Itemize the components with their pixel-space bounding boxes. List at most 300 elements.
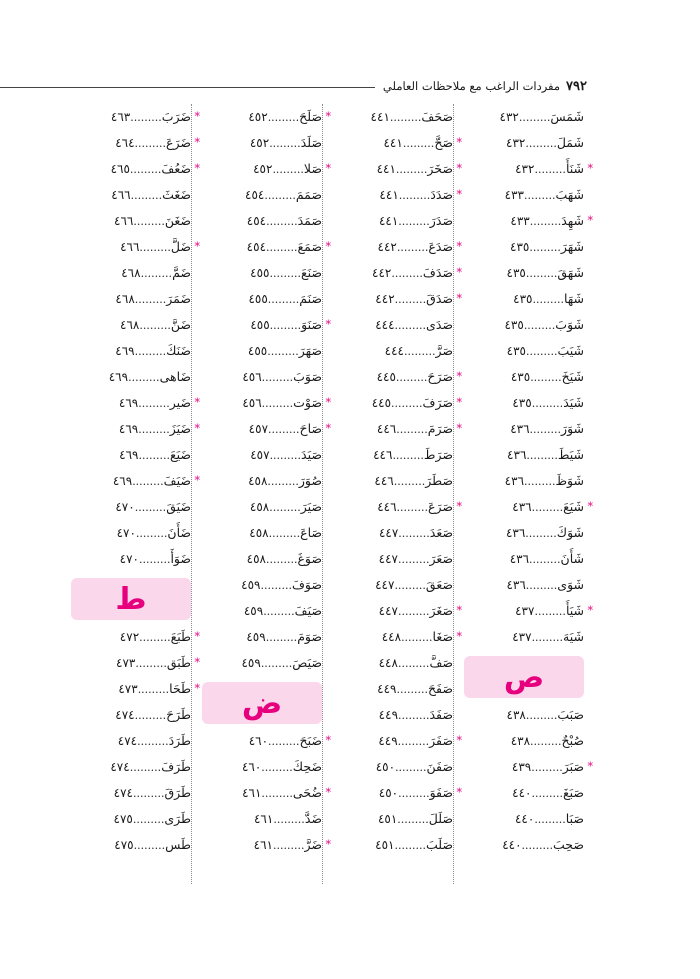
asterisk-icon: * <box>456 370 462 383</box>
dot-leader: ......... <box>265 553 298 566</box>
entry-word: ضَرَّ <box>304 837 322 852</box>
entry-page-number: ٤٣٧ <box>515 604 535 618</box>
entry-page-number: ٤٤٦ <box>373 448 393 462</box>
entry-word: ضَغَنَ <box>164 213 191 228</box>
dot-leader: ......... <box>261 371 294 384</box>
entry-page-number: ٤٤١ <box>379 188 399 202</box>
index-entry <box>66 104 200 130</box>
entry-page-number: ٤٤٠ <box>502 838 522 852</box>
index-entry <box>459 312 584 338</box>
asterisk-icon: * <box>194 630 200 643</box>
index-entry <box>194 416 331 442</box>
index-entry <box>66 208 191 234</box>
entry-word: صَعَدَ <box>429 525 453 540</box>
entry-page-number: ٤٧٢ <box>119 630 140 644</box>
index-entry <box>456 156 593 182</box>
index-entry <box>66 832 191 858</box>
index-entry <box>66 338 191 364</box>
entry-word: صَوَغَ <box>297 551 322 566</box>
dot-leader: ......... <box>266 241 298 254</box>
dot-leader: ......... <box>138 449 170 462</box>
entry-page-number: ٤٦٩ <box>118 422 139 436</box>
entry-word: صَطَرَ <box>425 473 453 488</box>
dot-leader: ......... <box>398 787 430 800</box>
dot-leader: ......... <box>531 397 564 410</box>
entry-page-number: ٤٥٧ <box>250 448 270 462</box>
dot-leader: ......... <box>269 449 302 462</box>
entry-page-number: ٤٤١ <box>370 110 390 124</box>
index-entry <box>66 676 200 702</box>
entry-word: شَيَعَ <box>563 499 584 514</box>
dot-leader: ......... <box>264 189 296 202</box>
entry-page-number: ٤٧٥ <box>114 838 134 852</box>
entry-page-number: ٤٦١ <box>242 786 262 800</box>
entry-word: صَحِبَ <box>553 837 584 852</box>
entry-page-number: ٤٣٥ <box>506 344 526 358</box>
entry-page-number: ٤٤٥ <box>371 396 392 410</box>
entry-word: طَبَعَ <box>170 629 191 644</box>
entry-word: صَعَقَ <box>425 577 453 592</box>
entry-word: صَخَرَ <box>427 161 453 176</box>
entry-page-number: ٤٦٦ <box>111 188 131 202</box>
entry-word: صَلَبَ <box>425 837 453 852</box>
dot-leader: ......... <box>132 787 165 800</box>
index-entry <box>66 546 191 572</box>
entry-page-number: ٤٦٤ <box>115 136 135 150</box>
dot-leader: ......... <box>530 735 562 748</box>
entry-word: شَهَا <box>563 291 584 306</box>
entry-page-number: ٤٣٥ <box>504 318 524 332</box>
dot-leader: ......... <box>273 839 305 852</box>
entry-page-number: ٤٣٦ <box>512 500 532 514</box>
entry-word: ضَيَعَ <box>169 447 191 462</box>
entry-page-number: ٤٥٠ <box>378 786 399 800</box>
entry-word: طَس <box>165 837 191 852</box>
index-entry <box>328 260 462 286</box>
asterisk-icon: * <box>456 500 462 513</box>
dot-leader: ......... <box>269 267 301 280</box>
entry-word: صَوَفَ <box>291 577 322 592</box>
asterisk-icon: * <box>456 396 462 409</box>
index-entry <box>459 442 584 468</box>
dot-leader: ......... <box>395 761 427 774</box>
entry-word: صَبَبَ <box>557 707 584 722</box>
entry-page-number: ٤٥٩ <box>241 578 261 592</box>
index-entry <box>456 182 584 208</box>
entry-word: شَيَهَ <box>563 629 584 644</box>
entry-page-number: ٤٣٦ <box>509 552 530 566</box>
entry-page-number: ٤٤٠ <box>514 812 535 826</box>
entry-page-number: ٤٣٦ <box>510 422 530 436</box>
asterisk-icon: * <box>587 500 593 513</box>
entry-word: صَدَرَ <box>429 213 453 228</box>
dot-leader: ......... <box>534 605 566 618</box>
entry-word: طَرَفَ <box>161 759 191 774</box>
dot-leader: ......... <box>396 241 429 254</box>
entry-page-number: ٤٣٦ <box>504 474 525 488</box>
entry-page-number: ٤٣٦ <box>506 578 526 592</box>
index-entry <box>459 546 584 572</box>
dot-leader: ......... <box>389 111 422 124</box>
index-entry <box>328 286 462 312</box>
entry-page-number: ٤٤٧ <box>378 604 398 618</box>
dot-leader: ......... <box>394 839 426 852</box>
entry-page-number: ٤٦٨ <box>120 318 140 332</box>
index-entry <box>459 520 584 546</box>
dot-leader: ......... <box>267 475 299 488</box>
entry-page-number: ٤٤١ <box>378 214 399 228</box>
asterisk-icon: * <box>456 240 462 253</box>
index-entry <box>66 624 200 650</box>
dot-leader: ......... <box>269 137 301 150</box>
dot-leader: ......... <box>525 709 558 722</box>
entry-word: ضَنَكَ <box>166 343 191 358</box>
index-entry <box>325 312 453 338</box>
index-entry <box>66 702 191 728</box>
dot-leader: ......... <box>531 787 563 800</box>
index-entry <box>456 286 584 312</box>
entry-page-number: ٤٤٩ <box>378 734 398 748</box>
entry-page-number: ٤٦٩ <box>115 344 135 358</box>
dot-leader: ......... <box>525 345 558 358</box>
entry-page-number: ٤٤٤ <box>384 344 404 358</box>
index-entry <box>328 754 453 780</box>
entry-word: صَوَبَ <box>293 369 322 384</box>
entry-word: ضَعُفَ <box>161 161 191 176</box>
index-column <box>191 104 331 884</box>
dot-leader: ......... <box>529 553 561 566</box>
index-entry <box>197 494 322 520</box>
asterisk-icon: * <box>456 786 462 799</box>
entry-word: ضَلَّ <box>170 239 191 254</box>
dot-leader: ......... <box>263 605 295 618</box>
dot-leader: ......... <box>532 293 564 306</box>
dot-leader: ......... <box>534 163 566 176</box>
dot-leader: ......... <box>267 293 300 306</box>
entry-word: صَاعَ <box>300 525 322 540</box>
entry-page-number: ٤٥٢ <box>253 162 273 176</box>
index-entry <box>66 312 191 338</box>
entry-word: صَنَوَ <box>301 317 322 332</box>
index-entry <box>459 572 584 598</box>
index-entry <box>459 702 584 728</box>
page-header <box>0 76 587 96</box>
section-letter: ص <box>503 659 545 695</box>
dot-leader: ......... <box>140 267 173 280</box>
index-entry <box>456 780 584 806</box>
entry-word: صَيَدَ <box>301 447 322 462</box>
dot-leader: ......... <box>268 527 301 540</box>
entry-page-number: ٤٧٠ <box>115 500 135 514</box>
asterisk-icon: * <box>587 214 593 227</box>
entry-word: صَهَرَ <box>298 343 322 358</box>
dot-leader: ......... <box>129 761 162 774</box>
entry-word: ضَدَّ <box>304 811 322 826</box>
dot-leader: ......... <box>261 761 293 774</box>
asterisk-icon: * <box>325 838 331 851</box>
index-entry <box>459 468 584 494</box>
dot-leader: ......... <box>525 579 558 592</box>
index-entry <box>328 598 462 624</box>
dot-leader: ......... <box>397 553 430 566</box>
entry-page-number: ٤٧٣ <box>116 656 136 670</box>
index-entry <box>328 208 453 234</box>
entry-page-number: ٤٤٢ <box>372 266 392 280</box>
dot-leader: ......... <box>269 319 302 332</box>
entry-word: شَمَلَ <box>556 135 584 150</box>
index-entry <box>66 156 200 182</box>
asterisk-icon: * <box>194 162 200 175</box>
entry-word: شَهَرَ <box>560 239 584 254</box>
index-entry <box>456 494 593 520</box>
index-entry <box>66 416 200 442</box>
index-entry <box>328 624 462 650</box>
entry-word: صَفَّ <box>429 655 453 670</box>
entry-page-number: ٤٥٥ <box>247 344 268 358</box>
entry-page-number: ٤٤٦ <box>377 500 397 514</box>
asterisk-icon: * <box>456 136 462 149</box>
index-entry <box>328 520 453 546</box>
index-entry <box>197 182 322 208</box>
index-entry <box>66 806 191 832</box>
index-entry <box>197 208 322 234</box>
index-entry <box>328 546 453 572</box>
asterisk-icon: * <box>456 604 462 617</box>
dot-leader: ......... <box>272 163 304 176</box>
dot-leader: ......... <box>130 111 162 124</box>
index-entry <box>66 286 191 312</box>
index-entry <box>325 416 462 442</box>
entry-page-number: ٤٣٦ <box>507 448 527 462</box>
dot-leader: ......... <box>523 319 556 332</box>
asterisk-icon: * <box>194 110 200 123</box>
index-entry <box>325 780 462 806</box>
dot-leader: ......... <box>135 657 167 670</box>
entry-page-number: ٤٦٨ <box>115 292 135 306</box>
index-entry <box>197 728 331 754</box>
entry-word: صُبْحٌ <box>561 733 584 748</box>
entry-word: ضَوَأَ <box>170 551 191 566</box>
index-entry <box>456 234 584 260</box>
index-entry <box>197 338 322 364</box>
dot-leader: ......... <box>401 631 433 644</box>
dot-leader: ......... <box>138 553 171 566</box>
entry-word: صَرَعَ <box>428 499 453 514</box>
entry-page-number: ٤٤٦ <box>374 474 394 488</box>
entry-word: صَيَرَ <box>300 499 322 514</box>
entry-word: شَيَأَ <box>565 603 584 618</box>
dot-leader: ......... <box>392 449 424 462</box>
entry-page-number: ٤٦١ <box>253 812 274 826</box>
index-entry <box>328 650 453 676</box>
entry-page-number: ٤٤١ <box>376 162 396 176</box>
index-entry <box>325 390 462 416</box>
asterisk-icon: * <box>456 630 462 643</box>
index-entry <box>197 286 322 312</box>
entry-page-number: ٤٦٥ <box>110 162 130 176</box>
index-entry <box>197 832 331 858</box>
dot-leader: ......... <box>397 657 430 670</box>
index-entry <box>456 390 584 416</box>
entry-word: طَبَق <box>166 655 191 670</box>
entry-word: صَحَّ <box>434 135 453 150</box>
dot-leader: ......... <box>398 189 431 202</box>
entry-word: شَوَى <box>557 577 584 592</box>
index-entry <box>66 754 191 780</box>
section-letter-box <box>71 578 191 620</box>
section-letter-box <box>202 682 322 724</box>
index-entry <box>456 130 584 156</box>
index-entry <box>66 260 191 286</box>
index-entry <box>197 312 331 338</box>
dot-leader: ......... <box>267 345 299 358</box>
asterisk-icon: * <box>456 292 462 305</box>
asterisk-icon: * <box>587 162 593 175</box>
entry-page-number: ٤٣٨ <box>506 708 526 722</box>
index-entry <box>328 572 453 598</box>
entry-page-number: ٤٥٩ <box>246 630 266 644</box>
entry-page-number: ٤٥٥ <box>250 318 270 332</box>
entry-word: شَوَبَ <box>555 317 584 332</box>
dot-leader: ......... <box>393 475 426 488</box>
entry-word: صَنَعَ <box>300 265 322 280</box>
dot-leader: ......... <box>530 371 562 384</box>
entry-page-number: ٤٣٩ <box>511 760 532 774</box>
dot-leader: ......... <box>526 449 558 462</box>
entry-page-number: ٤٣٥ <box>510 240 530 254</box>
index-entry <box>325 234 462 260</box>
index-entry <box>66 650 200 676</box>
entry-page-number: ٤٤٨ <box>381 630 402 644</box>
index-entry <box>66 728 191 754</box>
asterisk-icon: * <box>194 422 200 435</box>
index-entry <box>459 754 593 780</box>
entry-word: صَوَمَ <box>297 629 322 644</box>
entry-word: صَفَنَ <box>426 759 453 774</box>
dot-leader: ......... <box>134 345 167 358</box>
entry-page-number: ٤٤٤ <box>375 318 395 332</box>
entry-word: صَيَفَ <box>294 603 322 618</box>
entry-word: صَعَرَ <box>429 551 453 566</box>
entry-page-number: ٤٣٥ <box>506 266 526 280</box>
index-entry <box>456 728 584 754</box>
entry-word: ضَرَبَ <box>161 109 191 124</box>
dot-leader: ......... <box>265 631 298 644</box>
entry-word: طَرَحَ <box>166 707 191 722</box>
entry-word: شَوَظَ <box>555 473 584 488</box>
entry-page-number: ٤٤٧ <box>378 526 399 540</box>
entry-word: شَيَطَ <box>557 447 584 462</box>
entry-page-number: ٤٧٠ <box>116 526 136 540</box>
dot-leader: ......... <box>133 839 166 852</box>
asterisk-icon: * <box>194 396 200 409</box>
index-entry <box>194 104 331 130</box>
entry-word: ضَيَزَ <box>169 421 191 436</box>
entry-word: طَرَى <box>164 811 191 826</box>
entry-page-number: ٤٧٤ <box>117 734 138 748</box>
index-column <box>322 104 462 884</box>
entry-word: صَبَغَ <box>562 785 584 800</box>
asterisk-icon: * <box>325 786 331 799</box>
asterisk-icon: * <box>194 136 200 149</box>
entry-word: صَدَدَ <box>430 187 453 202</box>
entry-page-number: ٤٧٣ <box>118 682 138 696</box>
asterisk-icon: * <box>456 162 462 175</box>
dot-leader: ......... <box>132 813 165 826</box>
entry-word: ضَرَعَ <box>166 135 191 150</box>
entry-page-number: ٤٤٩ <box>377 682 397 696</box>
dot-leader: ......... <box>518 111 551 124</box>
entry-page-number: ٤٣٥ <box>512 396 532 410</box>
entry-word: صَدَعَ <box>428 239 453 254</box>
dot-leader: ......... <box>529 215 562 228</box>
entry-word: شَيَدَ <box>563 395 584 410</box>
dot-leader: ......... <box>132 475 164 488</box>
entry-page-number: ٤٤٠ <box>512 786 532 800</box>
index-entry <box>328 702 453 728</box>
dot-leader: ......... <box>396 423 428 436</box>
index-entry <box>66 442 191 468</box>
dot-leader: ......... <box>261 397 294 410</box>
entry-word: صَرَحَ <box>427 369 453 384</box>
book-title: مفردات الراغب مع ملاحظات العاملي <box>382 79 561 93</box>
entry-page-number: ٤٦٣ <box>110 110 131 124</box>
asterisk-icon: * <box>194 682 200 695</box>
index-entry <box>197 442 322 468</box>
index-entry <box>328 364 462 390</box>
entry-word: صَدَى <box>426 317 453 332</box>
index-entry <box>459 104 584 130</box>
entry-page-number: ٤٦١ <box>253 838 273 852</box>
index-entry <box>456 364 584 390</box>
dot-leader: ......... <box>397 735 430 748</box>
dot-leader: ......... <box>525 137 557 150</box>
entry-word: صَاحَ <box>299 421 322 436</box>
page-number: ٧٩٢ <box>566 78 587 94</box>
entry-word: طَرَقَ <box>164 785 191 800</box>
entry-word: ضَير <box>169 395 191 410</box>
entry-word: صَغَرَ <box>429 603 453 618</box>
asterisk-icon: * <box>325 162 331 175</box>
dot-leader: ......... <box>260 657 293 670</box>
header-rule <box>0 87 375 88</box>
asterisk-icon: * <box>325 396 331 409</box>
asterisk-icon: * <box>587 760 593 773</box>
index-entry <box>328 806 453 832</box>
dot-leader: ......... <box>269 501 301 514</box>
dot-leader: ......... <box>128 371 160 384</box>
dot-leader: ......... <box>268 423 300 436</box>
dot-leader: ......... <box>391 267 423 280</box>
entry-page-number: ٤٥٨ <box>246 552 266 566</box>
index-entry <box>197 546 322 572</box>
entry-page-number: ٤٥٤ <box>246 240 267 254</box>
dot-leader: ......... <box>260 579 292 592</box>
asterisk-icon: * <box>194 656 200 669</box>
index-entry <box>325 832 453 858</box>
index-column <box>453 104 593 884</box>
entry-page-number: ٤٧٤ <box>113 786 133 800</box>
entry-page-number: ٤٧٤ <box>115 708 135 722</box>
entry-page-number: ٤٤٥ <box>376 370 396 384</box>
index-entry <box>194 156 331 182</box>
dot-leader: ......... <box>139 319 171 332</box>
dot-leader: ......... <box>267 111 300 124</box>
entry-page-number: ٤٤٢ <box>377 240 397 254</box>
dot-leader: ......... <box>137 735 169 748</box>
entry-page-number: ٤٣٥ <box>513 292 533 306</box>
index-entry <box>328 442 453 468</box>
